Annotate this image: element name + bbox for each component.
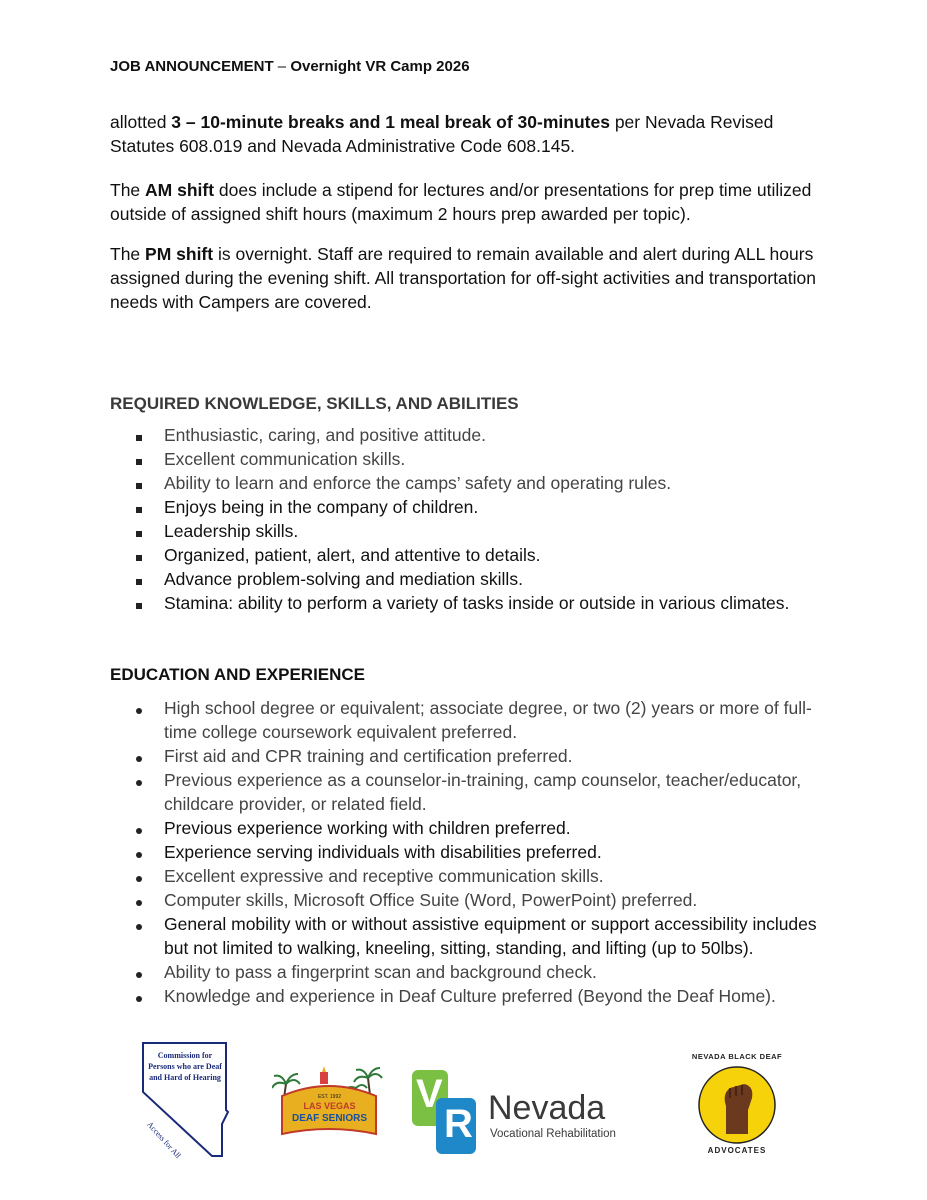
lvds-line1: LAS VEGAS [303,1101,356,1111]
p1-text-1: allotted [110,112,172,132]
bullet-dot-icon [136,696,156,720]
list-item: High school degree or equivalent; associate degree, or two (2) years or more of full-time college coursework equivalent preferred. [136,696,826,744]
bullet-dot-icon [136,960,156,984]
list-item: Computer skills, Microsoft Office Suite (Word, PowerPoint) preferred. [136,888,826,912]
p1-text-2: per Nevada Revised Statutes 608.019 and Nevada Administrative Code 608.145. [110,112,774,156]
list-item: Leadership skills. [136,519,826,543]
vr-subtitle: Vocational Rehabilitation [490,1128,616,1140]
list-item: Ability to learn and enforce the camps’ safety and operating rules. [136,471,826,495]
p1-bold: 3 – 10-minute breaks and 1 meal break of 30-minutes [171,112,610,132]
vr-nevada-logo [410,1068,635,1158]
bullet-square-icon [136,567,156,591]
lvds-est: EST. 1992 [317,1094,342,1100]
education-list [136,696,826,1008]
bullet-square-icon [136,591,156,615]
p2-text-1: The [110,180,146,200]
bullet-dot-icon [136,768,156,792]
commission-text: Commission for Persons who are Deaf and Hard of Hearing [148,1051,222,1082]
nbda-top-text: NEVADA BLACK DEAF [691,1052,783,1061]
paragraph-breaks [110,110,830,158]
bullet-dot-icon [136,888,156,912]
vr-letter-r: R [444,1102,473,1146]
list-item: General mobility with or without assistive equipment or support accessibility includes but not limited to walking, kneeling, sitting, standing, and lifting (up to 50lbs). [136,912,826,960]
list-item: Excellent expressive and receptive communication skills. [136,864,826,888]
bullet-dot-icon [136,864,156,888]
bullet-square-icon [136,495,156,519]
list-item: Advance problem-solving and mediation skills. [136,567,826,591]
list-item: Previous experience as a counselor-in-training, camp counselor, teacher/educator, childcare provider, or related field. [136,768,826,816]
bullet-square-icon [136,519,156,543]
fist-badge-icon [682,1050,792,1160]
bullet-square-icon [136,471,156,495]
bullet-dot-icon [136,984,156,1008]
list-item: Enjoys being in the company of children. [136,495,826,519]
list-item: Previous experience working with children preferred. [136,816,826,840]
paragraph-am-shift [110,178,830,226]
paragraph-pm-shift [110,242,830,314]
bullet-dot-icon [136,840,156,864]
palm-trees-icon [272,1062,387,1138]
bullet-dot-icon [136,912,156,936]
header-title: Overnight VR Camp 2026 [290,58,470,75]
nbda-logo [682,1050,792,1160]
list-item: Ability to pass a fingerprint scan and background check. [136,960,826,984]
bullet-dot-icon [136,816,156,840]
vr-name: Nevada [488,1089,606,1127]
p2-text-2: does include a stipend for lectures and/or presentations for prep time utilized outside of assigned shift hours (maximum 2 hours prep awarded per topic). [110,180,812,224]
list-item: First aid and CPR training and certification preferred. [136,744,826,768]
commission-tagline: Access for All [145,1120,183,1161]
header-prefix: JOB ANNOUNCEMENT [110,58,274,75]
list-item: Organized, patient, alert, and attentive to details. [136,543,826,567]
p3-text-2: is overnight. Staff are required to remain available and alert during ALL hours assigned during the evening shift. All transportation for off-sight activities and transportation needs with Campers are covered. [110,244,816,312]
header-dash: – [273,58,291,75]
bullet-dot-icon [136,744,156,768]
list-item: Knowledge and experience in Deaf Culture preferred (Beyond the Deaf Home). [136,984,826,1008]
page-header [110,58,470,75]
lvds-logo [272,1062,387,1138]
lvds-line2: DEAF SENIORS [291,1113,367,1124]
ksa-title: REQUIRED KNOWLEDGE, SKILLS, AND ABILITIES [110,394,519,413]
vr-letter-v: V [416,1072,443,1116]
ksa-list [136,423,826,615]
bullet-square-icon [136,543,156,567]
p3-text-1: The [110,244,146,264]
list-item: Stamina: ability to perform a variety of tasks inside or outside in various climates. [136,591,826,615]
p3-bold: PM shift [145,244,214,264]
p2-bold: AM shift [145,180,215,200]
list-item: Experience serving individuals with disabilities preferred. [136,840,826,864]
list-item: Enthusiastic, caring, and positive attitude. [136,423,826,447]
commission-logo [140,1040,232,1160]
list-item: Excellent communication skills. [136,447,826,471]
nbda-bottom-text: ADVOCATES [707,1146,767,1155]
bullet-square-icon [136,447,156,471]
bullet-square-icon [136,423,156,447]
education-title: EDUCATION AND EXPERIENCE [110,665,366,684]
